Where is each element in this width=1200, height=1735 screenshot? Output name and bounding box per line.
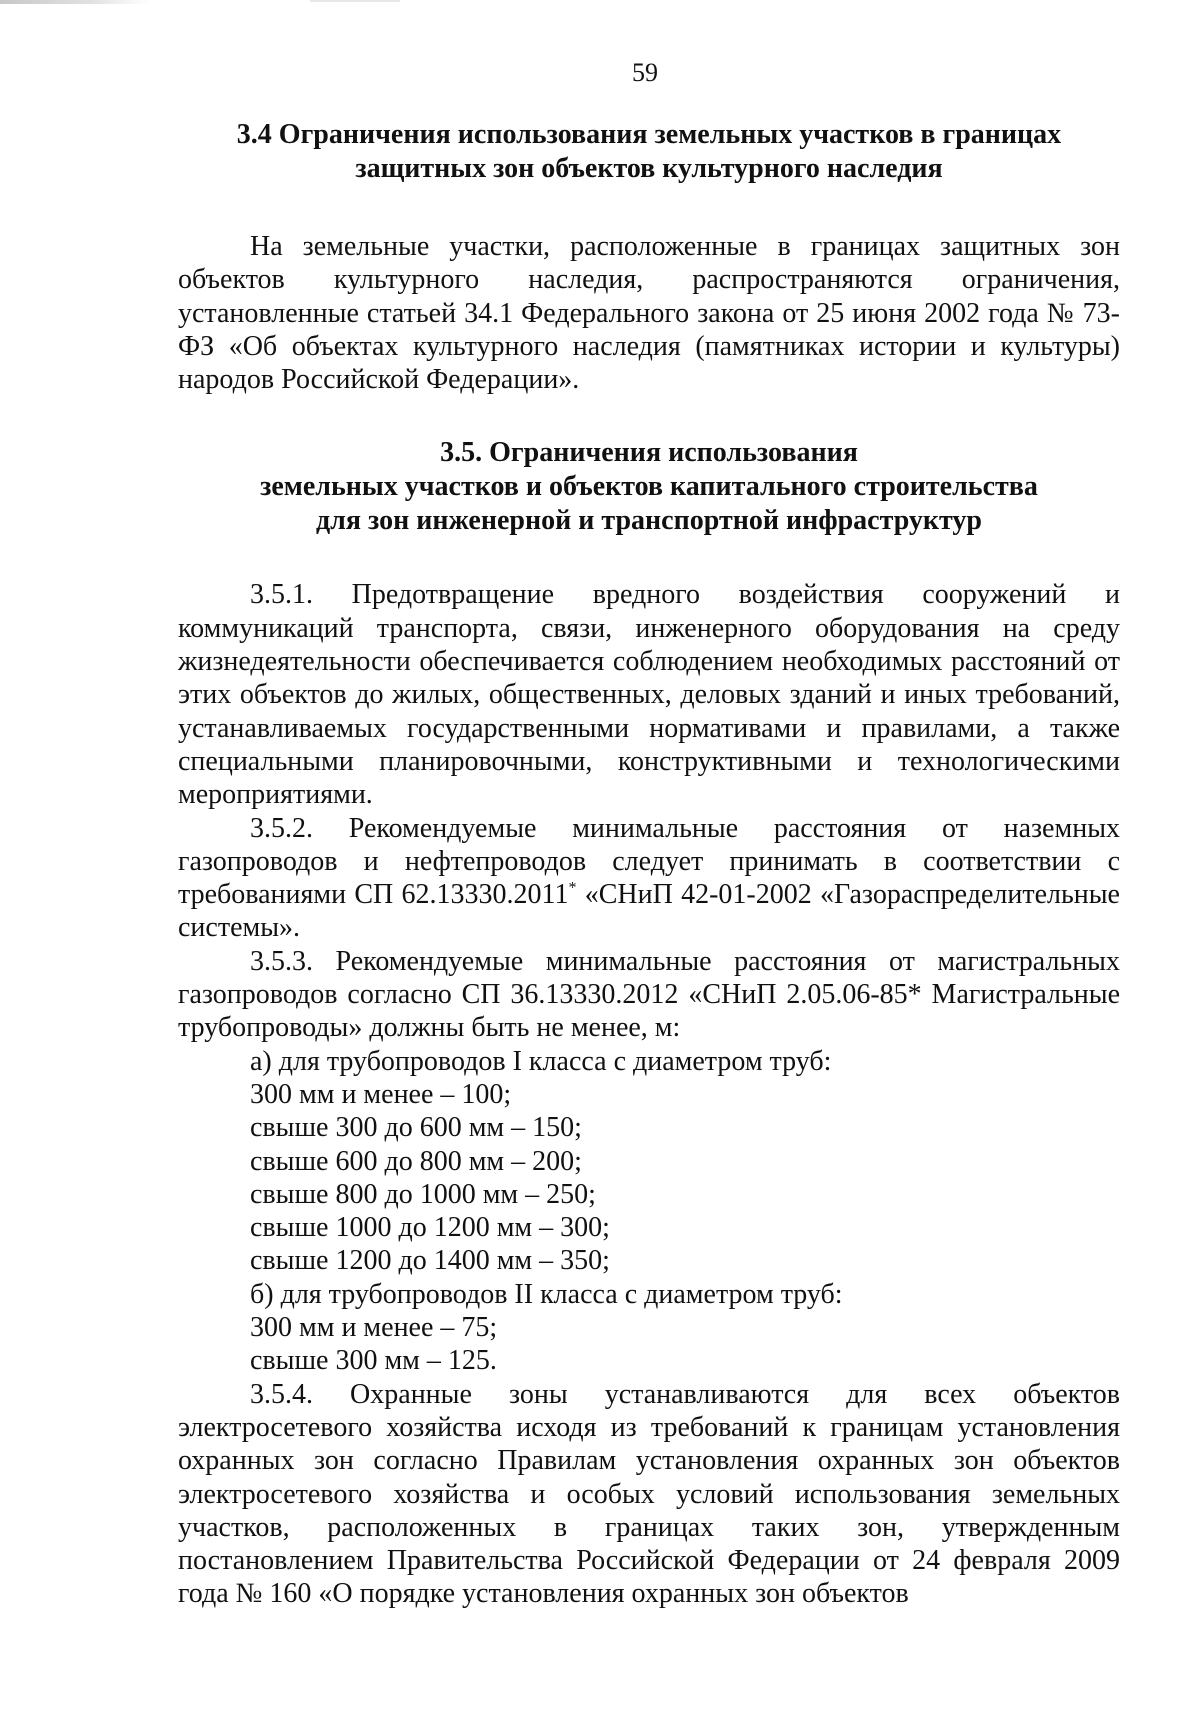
scan-artifact <box>310 0 400 2</box>
footnote-asterisk: * <box>568 879 577 897</box>
list-item: 300 мм и менее – 75; <box>250 1312 498 1344</box>
page-number: 59 <box>632 58 658 87</box>
class-1-heading: а) для трубопроводов I класса с диаметром труб: <box>250 1045 832 1077</box>
paragraph-3-5-1: 3.5.1. Предотвращение вредного воздействия сооружений и коммуникаций транспорта, связи, инженерного оборудования на среду жизнедеятельности обеспечивается соблюдением необходимых расстояний от этих объектов до жилых, общественных, деловых зданий и иных требований, устанавливаемых государственными нормативами и правилами, а также специальными планировочными, конструктивными и технологическими мероприятиями. <box>178 579 1120 811</box>
list-item: 300 мм и менее – 100; <box>250 1078 512 1110</box>
paragraph-3-5-2-text-end: «СНиП 42-01-2002 «Газораспределительные системы». <box>178 879 1120 944</box>
section-3-5-heading <box>178 436 1120 538</box>
heading-line: земельных участков и объектов капитального строительства <box>260 471 1038 503</box>
paragraph-3-5-2-text: 3.5.2. Рекомендуемые минимальные расстояния от наземных газопроводов и нефтепроводов следует принимать в соответствии с требованиями СП 62.13330.2011 <box>178 812 1120 911</box>
scan-artifact <box>0 0 150 4</box>
paragraph-3-5-2 <box>178 812 1120 945</box>
paragraph-3-5-4: 3.5.4. Охранные зоны устанавливаются для всех объектов электросетевого хозяйства исходя из требований к границам установления охранных зон согласно Правилам установления охранных зон объектов электросетевого хозяйства и особых условий использования земельных участков, расположенных в границах таких зон, утвержденным постановлением Правительства Российской Федерации от 24 февраля 2009 года № 160 «О порядке установления охранных зон объектов <box>178 1378 1120 1610</box>
heading-line: для зон инженерной и транспортной инфраструктур <box>315 505 982 537</box>
heading-line: 3.5. Ограничения использования <box>440 437 858 469</box>
list-item: свыше 300 до 600 мм – 150; <box>250 1112 582 1144</box>
list-item: свыше 1200 до 1400 мм – 350; <box>250 1245 610 1277</box>
heading-line: 3.4 Ограничения использования земельных участков в границах <box>236 119 1062 150</box>
section-3-4-paragraph: На земельные участки, расположенные в границах защитных зон объектов культурного наследия, распространяются ограничения, установленные статьей 34.1 Федерального закона от 25 июня 2002 года № 73-ФЗ «Об объектах культурного наследия (памятниках истории и культуры) народов Российской Федерации». <box>178 231 1120 396</box>
class-2-heading: б) для трубопроводов II класса с диаметром труб: <box>250 1278 843 1310</box>
paragraph-3-5-3: 3.5.3. Рекомендуемые минимальные расстояния от магистральных газопроводов согласно СП 36.13330.2012 «СНиП 2.05.06-85* Магистральные трубопроводы» должны быть не менее, м: <box>178 945 1120 1044</box>
document-body <box>178 118 1120 1611</box>
section-3-4-heading <box>178 118 1120 186</box>
list-item: свыше 800 до 1000 мм – 250; <box>250 1178 596 1210</box>
list-item: свыше 600 до 800 мм – 200; <box>250 1145 582 1177</box>
list-item: свыше 1000 до 1200 мм – 300; <box>250 1212 610 1244</box>
heading-line: защитных зон объектов культурного наследия <box>355 153 943 184</box>
list-item: свыше 300 мм – 125. <box>250 1345 497 1377</box>
